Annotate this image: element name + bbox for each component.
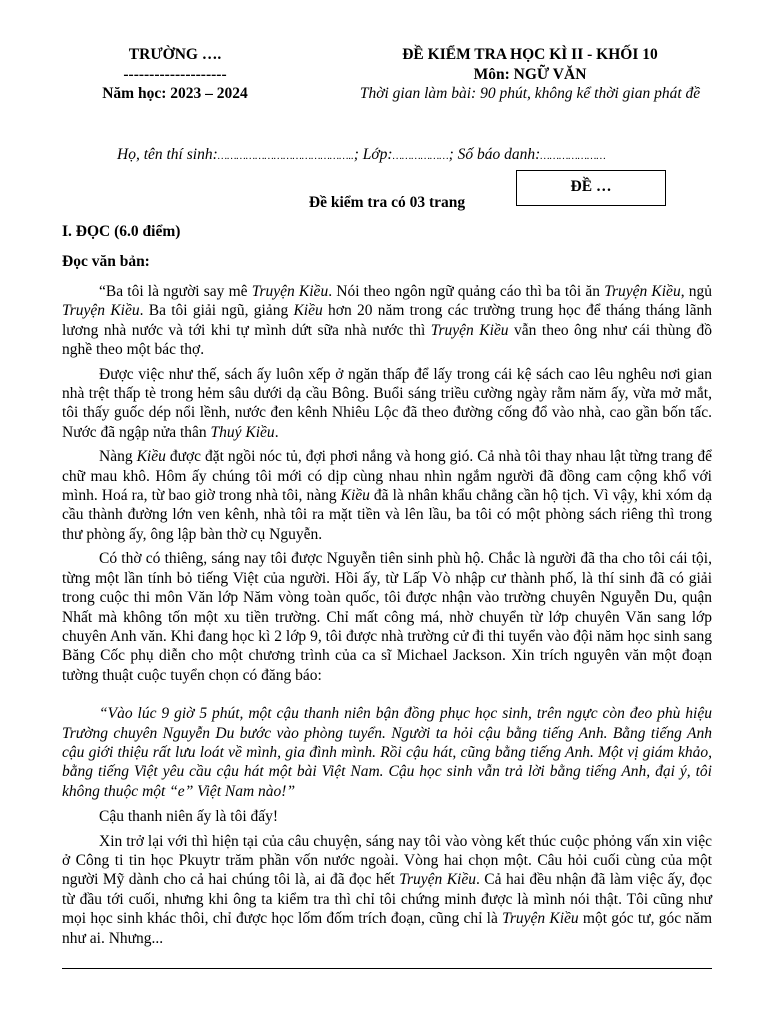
passage-text: . Cả hai đều nhận đã làm việc ấy, đọc từ đầu tới cuối, nhưng khi ông ta kiểm tra thì chỉ tôi chứng minh được là mình nói thật. Tôi cũng như mọi học sinh khác thôi, chỉ được học lốm đốm trích đoạn, cũng chỉ là (62, 871, 712, 928)
passage-paragraph (62, 549, 712, 685)
header-divider: -------------------- (123, 65, 227, 83)
work-title-text: Kiều (293, 302, 323, 320)
student-info-line (117, 145, 606, 167)
work-title-text: Truyện Kiều (399, 871, 476, 889)
quoted-newspaper-report: “Vào lúc 9 giờ 5 phút, một cậu thanh niên bận đồng phục học sinh, trên ngực còn đeo phù hiệu Trường chuyên Nguyễn Du bước vào phòng tuyển. Người ta hỏi cậu bằng tiếng Anh. Bằng tiếng Anh cậu giới thiệu rất lưu loát về mình, gia đình mình. Rồi cậu hát, cũng bằng tiếng Anh. Một vị giám khảo, bằng tiếng Việt yêu cầu cậu hát một bài Việt Nam. Cậu học sinh vẫn trả lời bằng tiếng Anh, đại ý, tôi không thuộc một “e” Việt Nam nào!” (62, 705, 712, 800)
class-blank: ……………… (392, 151, 449, 162)
passage-text: “Ba tôi là người say mê (99, 283, 252, 300)
work-title-text: Kiều (340, 487, 370, 505)
passage-text: , ngủ (680, 283, 712, 300)
passage-text: một góc tư, góc năm như ai. Nhưng... (62, 910, 713, 947)
work-title-text: Thuý Kiều (210, 423, 275, 441)
candidate-number-blank: ………………… (540, 151, 606, 162)
passage-paragraphs (62, 282, 712, 685)
passage-text: hơn 20 năm trong các trường trung học để tháng tháng lãnh lương nhà nước và tới khi tự mình dứt sữa nhà nước thì (62, 302, 712, 339)
section-instruction: Đọc văn bản: (62, 253, 150, 270)
work-title-text: Truyện Kiều (430, 321, 509, 339)
school-year: Năm học: 2023 – 2024 (102, 85, 248, 102)
student-name-label: Họ, tên thí sinh: (117, 146, 218, 163)
reading-passage (62, 282, 712, 953)
student-name-blank: …………………………………….. (217, 151, 354, 162)
passage-text: . Ba tôi giải ngũ, giảng (139, 302, 294, 320)
class-label: ; Lớp: (353, 146, 393, 163)
exam-code-box: ĐỀ … (516, 170, 666, 206)
work-title-text: Truyện Kiều (604, 283, 681, 300)
passage-closing-paragraphs (62, 832, 712, 948)
exam-header (340, 45, 720, 104)
section-heading: I. ĐỌC (6.0 điểm) (62, 223, 181, 240)
school-name: TRƯỜNG …. (128, 46, 222, 63)
work-title-text: Truyện Kiều (502, 910, 579, 928)
passage-text: vẫn theo ông như cái thùng đồ nghề theo một bác thợ. (62, 321, 712, 359)
passage-text: được đặt ngồi nóc tủ, đợi phơi nắng và hong gió. Cả nhà tôi thay nhau lật từng trang để chữ mau khô. Hôm ấy chúng tôi mới có dịp cùng nhau nhìn ngắm người đã đồng cam cộng khổ với mình. Hoá ra, từ bao giờ trong nhà tôi, nàng (62, 448, 713, 505)
passage-paragraph (62, 282, 712, 360)
page-count-note: Đề kiểm tra có 03 trang (308, 194, 466, 211)
work-title-text: Truyện Kiều (62, 302, 140, 320)
passage-paragraph (62, 832, 712, 948)
passage-text: Được việc như thế, sách ấy luôn xếp ở ngăn thấp để lấy trong cái kệ sách cao lêu nghêu nơi gian nhà trệt thấp tè trong hẻm sâu dưới dạ cầu Bông. Buổi sáng triều cường ngày rằm năm ấy, vừa mở mắt, tôi thấy guốc dép nổi lềnh, nước đen kênh Nhiêu Lộc đã theo đường cống đổ vào nhà, cao gần bốn tấc. Nước đã ngập nửa thân (62, 365, 712, 441)
footer-rule (62, 968, 712, 969)
exam-duration: Thời gian làm bài: 90 phút, không kể thời gian phát đề (359, 85, 701, 102)
passage-remark: Cậu thanh niên ấy là tôi đấy! (99, 808, 279, 826)
work-title-text: Truyện Kiều (251, 283, 329, 300)
passage-paragraph (62, 447, 712, 544)
work-title-text: Kiều (136, 448, 166, 466)
candidate-number-label: ; Số báo danh: (448, 146, 541, 163)
school-header (62, 45, 288, 104)
passage-text: . (274, 423, 279, 441)
passage-text: đã là nhân khẩu chẳng cần hộ tịch. Vì vậy, khi xóm dạ cầu thành đường lớn ven kênh, nhà tôi ra mặt tiền và lên lầu, ba tôi có một phòng sách riêng thì trong thư phòng ấy, ông lập bàn thờ cụ Nguyễn. (62, 487, 712, 543)
exam-title: ĐỀ KIỂM TRA HỌC KÌ II - KHỐI 10 (402, 46, 658, 63)
passage-text: . Nói theo ngôn ngữ quảng cáo thì ba tôi ăn (328, 283, 605, 300)
passage-text: Xin trở lại với thì hiện tại của câu chuyện, sáng nay tôi vào vòng kết thúc cuộc phỏng vấn xin việc ở Công ti tin học Pkuytr trăm phần vốn nước ngoài. Vòng hai chọn một. Câu hỏi cuối cùng của một người Mỹ dành cho cả hai chúng tôi là, ai đã đọc hết (62, 832, 712, 889)
passage-text: Có thờ có thiêng, sáng nay tôi được Nguyễn tiên sinh phù hộ. Chắc là người đã tha cho tôi cái tội, từng một lần tính bỏ tiếng Việt của người. Hồi ấy, từ Lấp Vò nhập cư thành phố, là thí sinh đã có giải trong cuộc thi môn Văn lớp Năm vòng toàn quốc, tôi được nhận vào trường chuyên Nguyễn Du, quận Nhất mà không tốn một xu tiền trường. Chỉ mất công má, nhờ chuyển từ lớp chuyên Văn sang lớp chuyên Anh văn. Khi đang học kì 2 lớp 9, tôi được nhà trường cử đi thi tuyển vào đội năm học sinh sang Băng Cốc phụ diễn cho một chương trình của ca sĩ Michael Jackson. Xin trích nguyên văn một đoạn tường thuật cuộc tuyển chọn có đăng báo: (62, 550, 712, 684)
exam-subject: Môn: NGỮ VĂN (473, 65, 587, 83)
passage-text: Nàng (99, 448, 137, 466)
passage-paragraph (62, 365, 712, 443)
